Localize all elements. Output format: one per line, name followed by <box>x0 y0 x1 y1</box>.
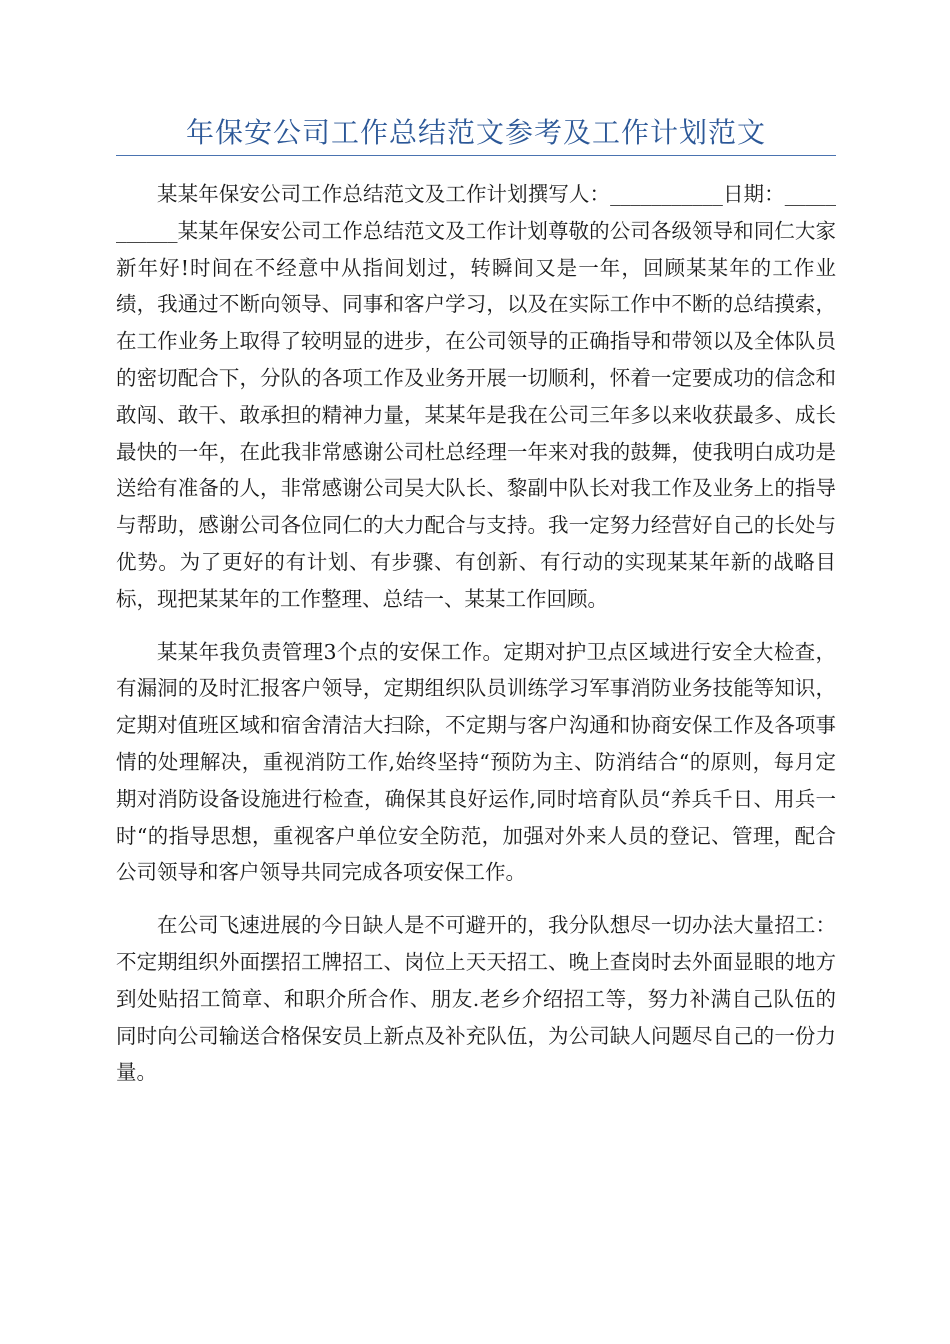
paragraph-3: 在公司飞速进展的今日缺人是不可避开的，我分队想尽一切办法大量招工：不定期组织外面摆招工牌招工、岗位上天天招工、晚上查岗时去外面显眼的地方到处贴招工简章、和职介所合作、朋友.老乡介绍招工等，努力补满自己队伍的同时向公司输送合格保安员上新点及补充队伍，为公司缺人问题尽自己的一份力量。 <box>116 913 836 1085</box>
paragraph-1: 某某年保安公司工作总结范文及工作计划撰写人：___________日期：___________某某年保安公司工作总结范文及工作计划尊敬的公司各级领导和同仁大家新年好!时间在不经意中从指间划过，转瞬间又是一年，回顾某某年的工作业绩，我通过不断向领导、同事和客户学习，以及在实际工作中不断的总结摸索，在工作业务上取得了较明显的进步，在公司领导的正确指导和带领以及全体队员的密切配合下，分队的各项工作及业务开展一切顺利，怀着一定要成功的信念和敢闯、敢干、敢承担的精神力量，某某年是我在公司三年多以来收获最多、成长最快的一年，在此我非常感谢公司杜总经理一年来对我的鼓舞，使我明白成功是送给有准备的人，非常感谢公司吴大队长、黎副中队长对我工作及业务上的指导与帮助，感谢公司各位同仁的大力配合与支持。我一定努力经营好自己的长处与优势。为了更好的有计划、有步骤、有创新、有行动的实现某某年新的战略目标，现把某某年的工作整理、总结一、某某工作回顾。 <box>116 182 836 611</box>
paragraph-2: 某某年我负责管理3个点的安保工作。定期对护卫点区域进行安全大检查，有漏洞的及时汇报客户领导，定期组织队员训练学习军事消防业务技能等知识，定期对值班区域和宿舍清洁大扫除，不定期与客户沟通和协商安保工作及各项事情的处理解决，重视消防工作,始终坚持“预防为主、防消结合“的原则，每月定期对消防设备设施进行检查，确保其良好运作,同时培育队员“养兵千日、用兵一时“的指导思想，重视客户单位安全防范，加强对外来人员的登记、管理，配合公司领导和客户领导共同完成各项安保工作。 <box>116 639 836 885</box>
document-page <box>116 0 836 1107</box>
document-body <box>116 176 836 1091</box>
document-title: 年保安公司工作总结范文参考及工作计划范文 <box>116 114 836 156</box>
